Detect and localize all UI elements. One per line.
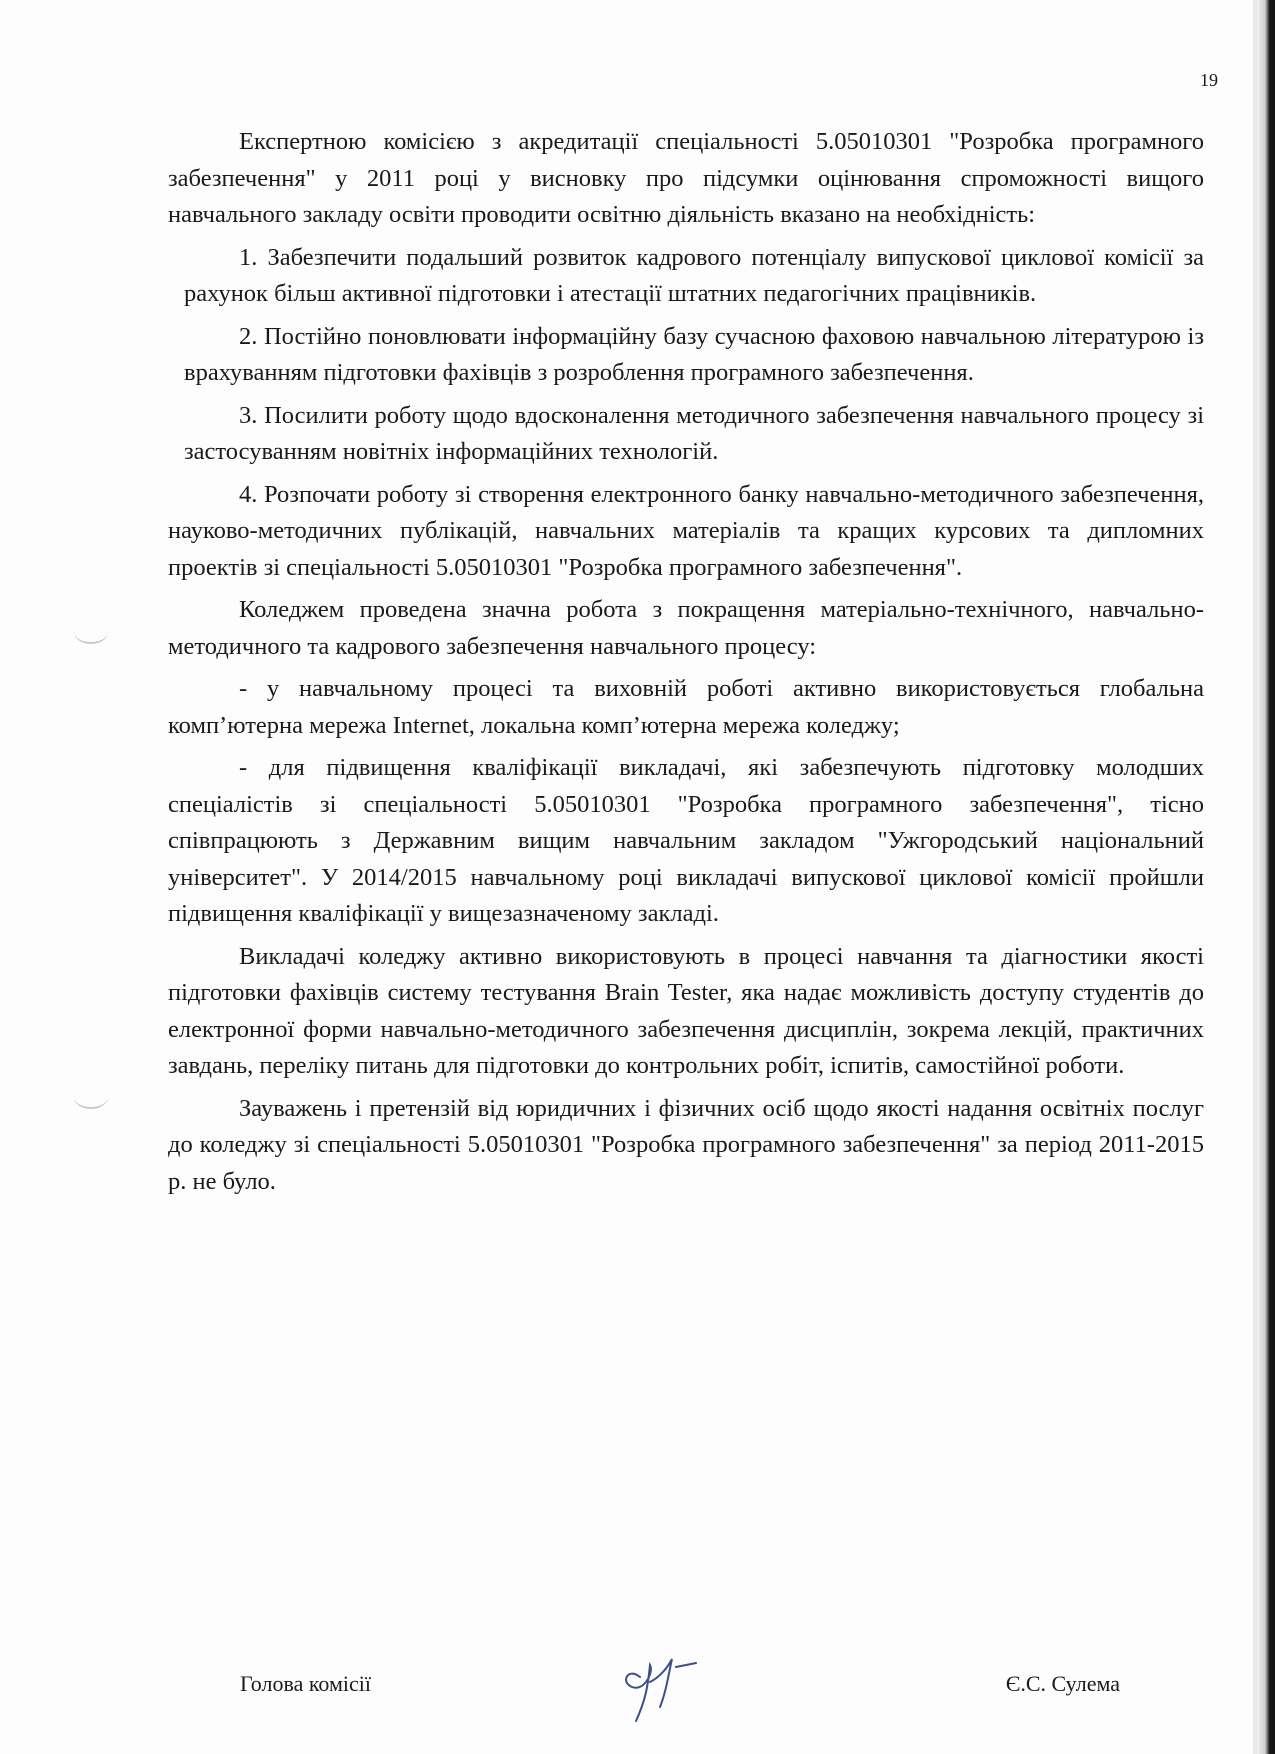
paragraph-brain-tester: Викладачі коледжу активно використовують в процесі навчання та діагностики якості підготовки фахівців систему тестування Brain Tester, яка надає можливість доступу студентів до електронної форми навчально-методичного забезпечення дисциплін, зокрема лекцій, практичних завдань, переліку питань для підготовки до контрольних робіт, іспитів, самостійної роботи. [168, 942, 1204, 1079]
handwritten-signature-icon [610, 1637, 720, 1727]
scan-edge-border [1257, 0, 1275, 1754]
paragraph-no-complaints: Зауважень і претензій від юридичних і фізичних осіб щодо якості надання освітніх послуг до коледжу зі спеціальності 5.05010301 "Розробка програмного забезпечення" за період 2011-2015 р. не було. [168, 1094, 1204, 1195]
page-number: 19 [1200, 70, 1218, 90]
bullet-qualification: - для підвищення кваліфікації викладачі, які забезпечують підготовку молодших спеціалістів зі спеціальності 5.05010301 "Розробка програмного забезпечення", тісно співпрацюють з Державним вищим навчальним закладом "Ужгородський національний університет". У 2014/2015 навчальному році викладачі випускової циклової комісії пройшли підвищення кваліфікації у вищезазначеному закладі. [168, 754, 1204, 927]
signature-block [240, 1655, 1120, 1715]
punch-hole-mark [74, 1085, 108, 1109]
punch-hole-mark [74, 620, 108, 644]
list-item-4: 4. Розпочати роботу зі створення електронного банку навчально-методичного забезпечення, науково-методичних публікацій, навчальних матеріалів та кращих курсових та дипломних проектів зі спеціальності 5.05010301 "Розробка програмного забезпечення". [168, 480, 1204, 581]
list-item-1: 1. Забезпечити подальший розвиток кадрового потенціалу випускової циклової комісії за рахунок більш активної підготовки і атестації штатних педагогічних працівників. [184, 243, 1204, 307]
signatory-name: Є.С. Сулема [1005, 1671, 1120, 1696]
signature-label: Голова комісії [240, 1671, 372, 1696]
list-item-3: 3. Посилити роботу щодо вдосконалення методичного забезпечення навчального процесу зі застосуванням новітніх інформаційних технологій. [184, 401, 1204, 465]
paragraph-college-work: Коледжем проведена значна робота з покращення матеріально-технічного, навчально-методичного та кадрового забезпечення навчального процесу: [168, 596, 1204, 660]
document-body [168, 124, 1204, 1206]
paragraph-intro: Експертною комісією з акредитації спеціальності 5.05010301 "Розробка програмного забезпечення" у 2011 році у висновку про підсумки оцінювання спроможності вищого навчального закладу освіти проводити освітню діяльність вказано на необхідність: [168, 128, 1204, 228]
list-item-2: 2. Постійно поновлювати інформаційну базу сучасною фаховою навчальною літературою із врахуванням підготовки фахівців з розроблення програмного забезпечення. [184, 322, 1204, 386]
bullet-internet: - у навчальному процесі та виховній роботі активно використовується глобальна комп’ютерна мережа Internet, локальна комп’ютерна мережа коледжу; [168, 675, 1204, 739]
